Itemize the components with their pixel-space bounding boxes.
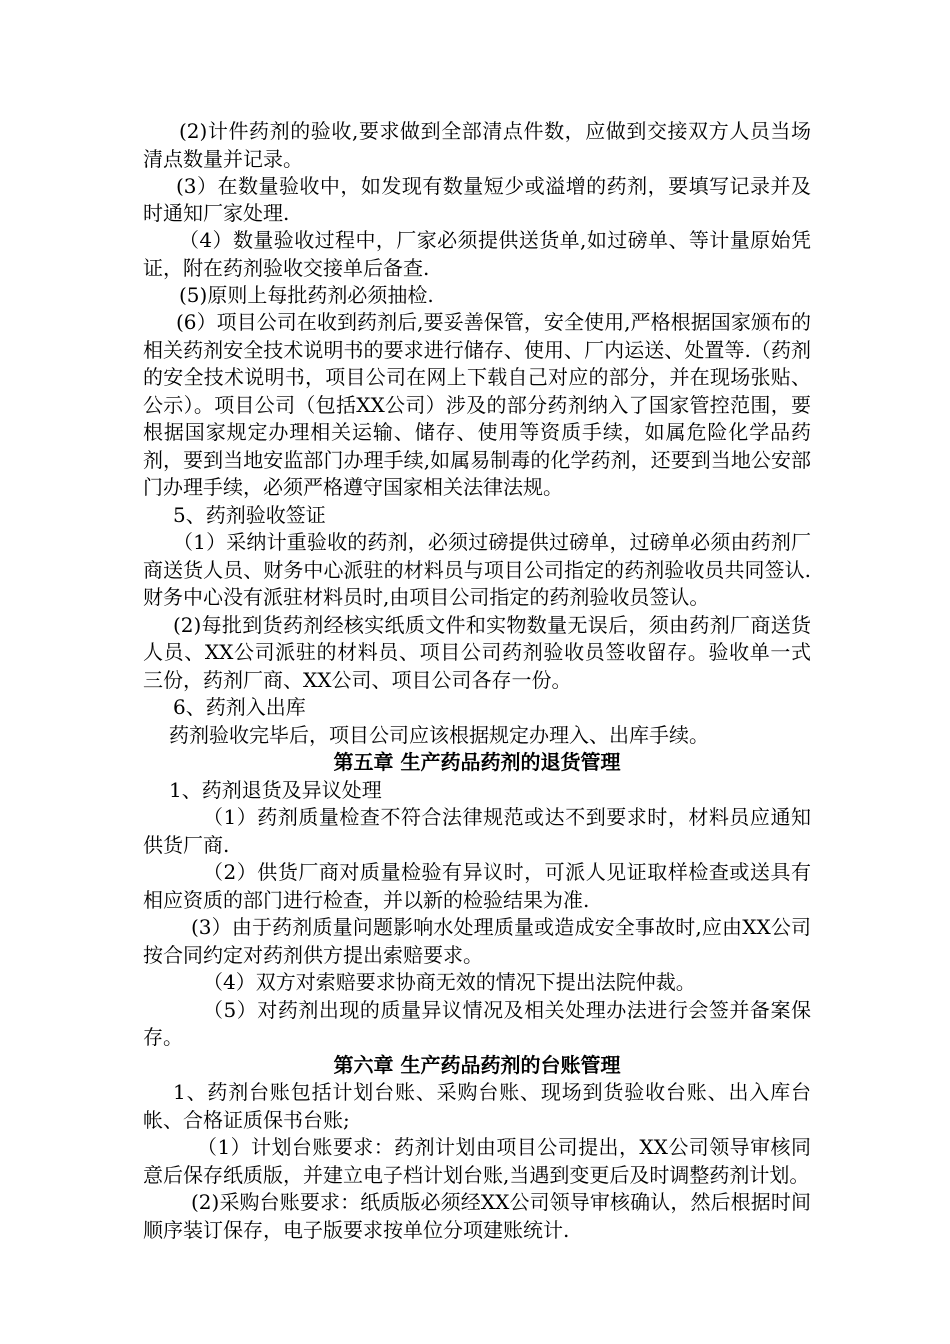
paragraph-receipt-copies: (2)每批到货药剂经核实纸质文件和实物数量无误后，须由药剂厂商送货人员、XX公司派驻的材料员、项目公司药剂验收员签收留存。验收单一式三份，药剂厂商、XX公司、项目公司各存一份。: [143, 612, 811, 692]
paragraph-weighing-signoff: （1）采纳计重验收的药剂，必须过磅提供过磅单，过磅单必须由药剂厂商送货人员、财务中心派驻的材料员与项目公司指定的药剂验收员共同签认.财务中心没有派驻材料员时,由项目公司指定的药剂验收员签认。: [143, 530, 811, 609]
paragraph-delivery-note: （4）数量验收过程中，厂家必须提供送货单,如过磅单、等计量原始凭证，附在药剂验收交接单后备查.: [143, 228, 811, 280]
paragraph-arbitration: （4）双方对索赔要求协商无效的情况下提出法院仲裁。: [203, 970, 696, 994]
section-heading-acceptance-signoff: 5、药剂验收签证: [173, 502, 326, 527]
paragraph-claims: (3）由于药剂质量问题影响水处理质量或造成安全事故时,应由XX公司按合同约定对药剂供方提出索赔要求。: [143, 915, 811, 967]
paragraph-quality-notify: （1）药剂质量检查不符合法律规范或达不到要求时，材料员应通知供货厂商.: [143, 805, 811, 857]
chapter-five-title: 第五章 生产药品药剂的退货管理: [333, 750, 621, 774]
paragraph-supplier-objection: （2）供货厂商对质量检验有异议时，可派人见证取样检查或送具有相应资质的部门进行检查，并以新的检验结果为准.: [143, 860, 811, 912]
section-heading-warehousing: 6、药剂入出库: [173, 695, 306, 719]
document-page: [143, 118, 811, 1244]
paragraph-storage-safety: (6）项目公司在收到药剂后,要妥善保管，安全使用,严格根据国家颁布的相关药剂安全技术说明书的要求进行储存、使用、厂内运送、处置等.（药剂的安全技术说明书，项目公司在网上下载自己对应的部分，并在现场张贴、公示）。项目公司（包括XX公司）涉及的部分药剂纳入了国家管控范围，要根据国家规定办理相关运输、储存、使用等资质手续，如属危险化学品药剂，要到当地安监部门办理手续,如属易制毒的化学药剂，还要到当地公安部门办理手续，必须严格遵守国家相关法律法规。: [143, 310, 811, 499]
paragraph-count-acceptance: (2)计件药剂的验收,要求做到全部清点件数，应做到交接双方人员当场清点数量并记录。: [143, 119, 811, 171]
paragraph-sampling: (5)原则上每批药剂必须抽检.: [179, 282, 434, 307]
section-heading-returns: 1、药剂退货及异议处理: [169, 777, 382, 802]
paragraph-warehousing-procedure: 药剂验收完毕后，项目公司应该根据规定办理入、出库手续。: [169, 722, 709, 747]
paragraph-record-keeping: （5）对药剂出现的质量异议情况及相关处理办法进行会签并备案保存。: [143, 997, 811, 1049]
chapter-six-title: 第六章 生产药品药剂的台账管理: [333, 1052, 621, 1077]
paragraph-ledger-types: 1、药剂台账包括计划台账、采购台账、现场到货验收台账、出入库台帐、合格证质保书台账;: [143, 1080, 811, 1132]
paragraph-quantity-shortage: (3）在数量验收中，如发现有数量短少或溢增的药剂，要填写记录并及时通知厂家处理.: [143, 173, 811, 225]
paragraph-purchase-ledger: (2)采购台账要求：纸质版必须经XX公司领导审核确认，然后根据时间顺序装订保存，电子版要求按单位分项建账统计.: [143, 1190, 811, 1242]
paragraph-plan-ledger: （1）计划台账要求：药剂计划由项目公司提出，XX公司领导审核同意后保存纸质版，并建立电子档计划台账,当遇到变更后及时调整药剂计划。: [143, 1135, 811, 1187]
